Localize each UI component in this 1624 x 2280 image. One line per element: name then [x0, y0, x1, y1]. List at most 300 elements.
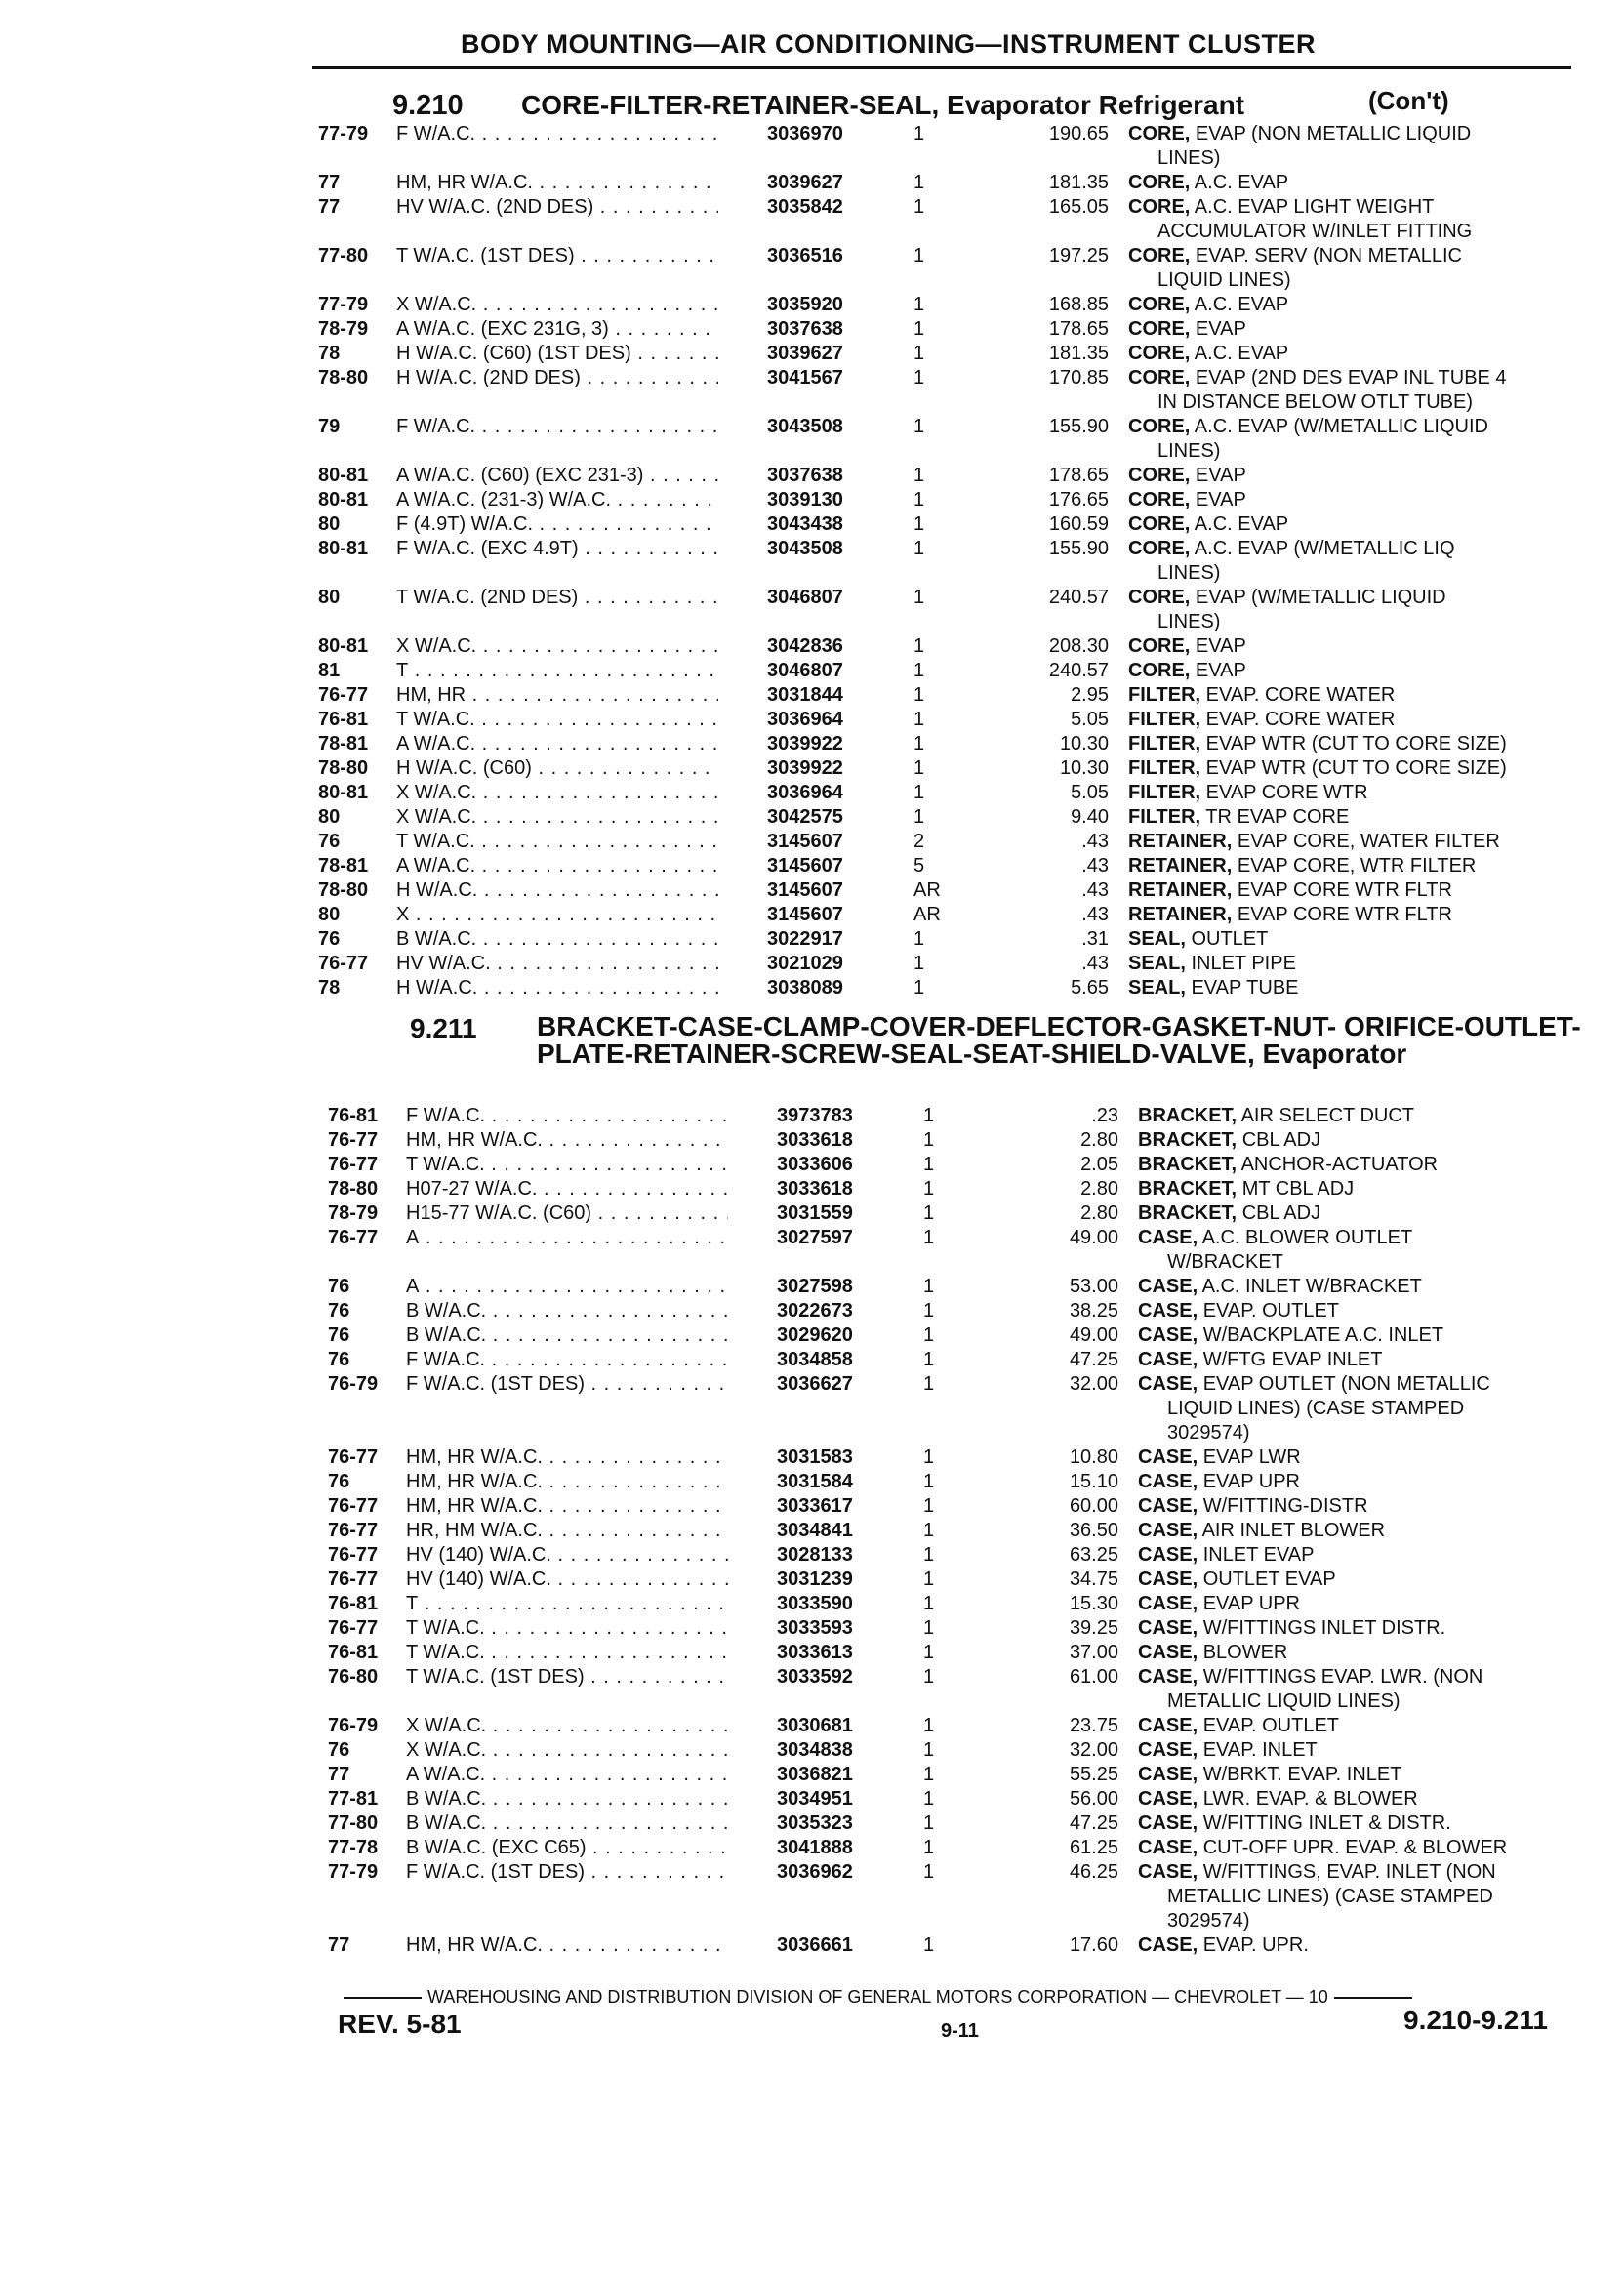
part-number: 3022673 [777, 1300, 853, 1322]
application: T W/A.C. (1ST DES) . . . [396, 245, 718, 267]
description [1138, 1495, 1616, 1518]
description [1138, 1617, 1616, 1640]
price: .43 [1081, 879, 1109, 901]
description-text: EVAP. CORE WATER [1205, 709, 1396, 730]
quantity: 1 [914, 123, 925, 144]
part-number: 3027598 [777, 1276, 853, 1297]
price: 63.25 [1069, 1544, 1118, 1566]
price: 61.00 [1069, 1666, 1118, 1688]
application: H W/A.C. . . . [396, 977, 718, 999]
part-number: 3037638 [767, 318, 843, 340]
model-years: 77-78 [328, 1837, 379, 1858]
part-name: CASE, [1138, 1812, 1198, 1834]
application: T W/A.C. . . . [406, 1642, 728, 1664]
part-number: 3029620 [777, 1324, 853, 1346]
description-text: EVAP (NON METALLIC LIQUID [1195, 123, 1472, 144]
description-text: INLET PIPE [1191, 953, 1296, 974]
model-years: 80-81 [318, 635, 369, 657]
application: T W/A.C. (1ST DES) . . . [406, 1666, 728, 1689]
quantity: 1 [914, 465, 925, 486]
part-name: CORE, [1128, 123, 1191, 144]
part-name: CASE, [1138, 1666, 1198, 1688]
description [1138, 1300, 1616, 1323]
quantity: 1 [914, 538, 925, 559]
model-years: 78 [318, 343, 341, 364]
part-number: 3046807 [767, 660, 843, 681]
price: 34.75 [1069, 1568, 1118, 1590]
part-name: CASE, [1138, 1715, 1198, 1736]
application: HM, HR W/A.C. . . . [396, 172, 718, 194]
application: A W/A.C. (231-3) W/A.C. . . . [396, 489, 718, 511]
part-number: 3033592 [777, 1666, 853, 1688]
part-number: 3033613 [777, 1642, 853, 1663]
footer-rule-right [1334, 1997, 1412, 1999]
application: F W/A.C. (1ST DES) . . . [406, 1861, 728, 1884]
model-years: 79 [318, 416, 341, 437]
description-continuation: LIQUID LINES) [1157, 269, 1291, 291]
application: B W/A.C. . . . [406, 1300, 728, 1323]
application: T W/A.C. . . . [406, 1617, 728, 1640]
application: H W/A.C. (2ND DES) . . . [396, 367, 718, 389]
application: X W/A.C. . . . [406, 1715, 728, 1737]
description [1128, 513, 1606, 536]
price: 178.65 [1048, 318, 1109, 340]
model-years: 76-77 [318, 684, 369, 706]
model-years: 77-80 [328, 1812, 379, 1834]
model-years: 76 [318, 831, 341, 852]
application: T . . . [406, 1593, 728, 1615]
description [1138, 1373, 1616, 1396]
description-text: EVAP (W/METALLIC LIQUID [1195, 587, 1446, 608]
description-text: EVAP CORE WTR [1205, 782, 1368, 803]
description [1138, 1666, 1616, 1689]
model-years: 76 [328, 1349, 350, 1370]
price: 55.25 [1069, 1764, 1118, 1785]
section-number: 9.211 [410, 1013, 477, 1043]
part-name: CASE, [1138, 1300, 1198, 1322]
price: 49.00 [1069, 1227, 1118, 1248]
description-continuation: 3029574) [1167, 1910, 1250, 1932]
description-continuation: ACCUMULATOR W/INLET FITTING [1157, 221, 1473, 242]
price: 61.25 [1069, 1837, 1118, 1858]
description-text: W/FITTING INLET & DISTR. [1202, 1812, 1451, 1834]
description-text: AIR INLET BLOWER [1201, 1520, 1386, 1541]
part-name: CORE, [1128, 489, 1191, 510]
model-years: 77-79 [318, 294, 369, 315]
model-years: 76 [328, 1300, 350, 1322]
application: B W/A.C. (EXC C65) . . . [406, 1837, 728, 1859]
price: 181.35 [1048, 343, 1109, 364]
part-name: CORE, [1128, 660, 1191, 681]
description-text: W/BRKT. EVAP. INLET [1202, 1764, 1402, 1785]
price: 32.00 [1069, 1739, 1118, 1761]
description-text: W/FTG EVAP INLET [1202, 1349, 1383, 1370]
description-text: A.C. EVAP [1194, 294, 1289, 315]
quantity: 1 [923, 1349, 935, 1370]
price: 47.25 [1069, 1349, 1118, 1370]
description [1138, 1934, 1616, 1957]
part-name: CASE, [1138, 1373, 1198, 1395]
description-text: EVAP UPR [1202, 1471, 1300, 1492]
application: T W/A.C. . . . [396, 831, 718, 853]
part-number: 3145607 [767, 904, 843, 925]
part-number: 3031584 [777, 1471, 853, 1492]
description-text: EVAP [1195, 318, 1246, 340]
revision-label: REV. 5-81 [338, 2009, 462, 2039]
description [1128, 196, 1606, 219]
price: 10.30 [1059, 733, 1109, 754]
part-name: CASE, [1138, 1471, 1198, 1492]
part-name: CORE, [1128, 513, 1191, 535]
application: HM, HR W/A.C. . . . [406, 1495, 728, 1518]
quantity: 1 [923, 1446, 935, 1468]
price: .43 [1081, 904, 1109, 925]
part-name: CASE, [1138, 1227, 1198, 1248]
part-name: CASE, [1138, 1349, 1198, 1370]
application: HM, HR W/A.C. . . . [406, 1129, 728, 1152]
price: .43 [1081, 953, 1109, 974]
price: 32.00 [1069, 1373, 1118, 1395]
description-continuation: LINES) [1157, 611, 1221, 632]
model-years: 80-81 [318, 489, 369, 510]
price: 181.35 [1048, 172, 1109, 193]
description [1128, 416, 1606, 438]
description-text: A.C. EVAP [1194, 513, 1289, 535]
description-text: EVAP WTR (CUT TO CORE SIZE) [1205, 757, 1507, 779]
model-years: 78-81 [318, 855, 369, 876]
model-years: 76-77 [328, 1227, 379, 1248]
part-number: 3036661 [777, 1934, 853, 1956]
model-years: 78-79 [328, 1202, 379, 1224]
application: H W/A.C. (C60) . . . [396, 757, 718, 780]
description-continuation: METALLIC LINES) (CASE STAMPED [1167, 1886, 1493, 1907]
price: 176.65 [1048, 489, 1109, 510]
model-years: 76-77 [328, 1544, 379, 1566]
part-number: 3043508 [767, 538, 843, 559]
part-number: 3021029 [767, 953, 843, 974]
application: F W/A.C. . . . [406, 1105, 728, 1127]
model-years: 76 [328, 1324, 350, 1346]
price: 60.00 [1069, 1495, 1118, 1517]
description [1128, 172, 1606, 194]
part-number: 3145607 [767, 879, 843, 901]
quantity: 1 [923, 1788, 935, 1810]
quantity: 1 [923, 1154, 935, 1175]
price: 208.30 [1048, 635, 1109, 657]
model-years: 76-77 [328, 1446, 379, 1468]
part-name: RETAINER, [1128, 855, 1233, 876]
part-name: CASE, [1138, 1642, 1198, 1663]
price: 155.90 [1048, 538, 1109, 559]
description-text: EVAP [1195, 660, 1246, 681]
part-name: CASE, [1138, 1446, 1198, 1468]
part-number: 3034951 [777, 1788, 853, 1810]
quantity: 1 [923, 1324, 935, 1346]
quantity: 1 [914, 684, 925, 706]
quantity: 1 [914, 172, 925, 193]
description-text: W/FITTING-DISTR [1202, 1495, 1368, 1517]
application: F W/A.C. . . . [396, 123, 718, 145]
quantity: 1 [914, 367, 925, 388]
quantity: 1 [923, 1495, 935, 1517]
part-name: FILTER, [1128, 757, 1201, 779]
price: 9.40 [1071, 806, 1109, 828]
header-rule [312, 66, 1571, 69]
description-text: CBL ADJ [1241, 1202, 1321, 1224]
description-text: EVAP. CORE WATER [1205, 684, 1396, 706]
price: 10.80 [1069, 1446, 1118, 1468]
model-years: 76-81 [328, 1642, 379, 1663]
part-name: CASE, [1138, 1861, 1198, 1883]
model-years: 76-77 [328, 1495, 379, 1517]
part-name: FILTER, [1128, 684, 1201, 706]
application: A W/A.C. (EXC 231G, 3) . . . [396, 318, 718, 341]
part-number: 3031844 [767, 684, 843, 706]
application: T . . . [396, 660, 718, 682]
model-years: 77-81 [328, 1788, 379, 1810]
model-years: 77 [328, 1934, 350, 1956]
part-number: 3022917 [767, 928, 843, 950]
description-text: EVAP. OUTLET [1202, 1715, 1339, 1736]
part-name: RETAINER, [1128, 904, 1233, 925]
part-number: 3046807 [767, 587, 843, 608]
part-name: CORE, [1128, 245, 1191, 266]
quantity: 1 [923, 1129, 935, 1151]
part-name: CASE, [1138, 1495, 1198, 1517]
description [1138, 1593, 1616, 1615]
description [1128, 294, 1606, 316]
description-text: EVAP [1195, 635, 1246, 657]
application: A W/A.C. (C60) (EXC 231-3) . . . [396, 465, 718, 487]
part-number: 3035842 [767, 196, 843, 218]
price: 56.00 [1069, 1788, 1118, 1810]
part-name: CASE, [1138, 1764, 1198, 1785]
description-text: EVAP CORE, WTR FILTER [1237, 855, 1477, 876]
part-name: CORE, [1128, 343, 1191, 364]
application: HM, HR W/A.C. . . . [406, 1934, 728, 1957]
part-name: CASE, [1138, 1276, 1198, 1297]
application: X W/A.C. . . . [406, 1739, 728, 1762]
description-text: EVAP [1195, 489, 1246, 510]
continued-label: (Con't) [1368, 86, 1449, 115]
application: B W/A.C. . . . [406, 1812, 728, 1835]
application: HM, HR W/A.C. . . . [406, 1471, 728, 1493]
application: F (4.9T) W/A.C. . . . [396, 513, 718, 536]
application: HV W/A.C. (2ND DES) . . . [396, 196, 718, 219]
part-name: CORE, [1128, 465, 1191, 486]
description [1128, 977, 1606, 999]
description-text: EVAP. SERV (NON METALLIC [1195, 245, 1462, 266]
price: .43 [1081, 831, 1109, 852]
model-years: 76-80 [328, 1666, 379, 1688]
quantity: 1 [914, 513, 925, 535]
price: 240.57 [1048, 587, 1109, 608]
quantity: 1 [923, 1642, 935, 1663]
model-years: 76-81 [328, 1593, 379, 1614]
part-name: FILTER, [1128, 709, 1201, 730]
model-years: 76 [328, 1276, 350, 1297]
part-number: 3038089 [767, 977, 843, 998]
price: 170.85 [1048, 367, 1109, 388]
description [1138, 1154, 1616, 1176]
application: X W/A.C. . . . [396, 635, 718, 658]
description [1138, 1568, 1616, 1591]
model-years: 76 [328, 1471, 350, 1492]
quantity: 1 [914, 489, 925, 510]
quantity: 1 [923, 1861, 935, 1883]
part-name: BRACKET, [1138, 1178, 1238, 1200]
description-text: TR EVAP CORE [1205, 806, 1350, 828]
part-name: RETAINER, [1128, 879, 1233, 901]
part-number: 3973783 [777, 1105, 853, 1126]
part-number: 3034838 [777, 1739, 853, 1761]
section-reference: 9.210-9.211 [1403, 2005, 1548, 2035]
model-years: 76-77 [318, 953, 369, 974]
model-years: 78 [318, 977, 341, 998]
price: .31 [1081, 928, 1109, 950]
description-text: MT CBL ADJ [1241, 1178, 1355, 1200]
quantity: 1 [923, 1812, 935, 1834]
application: A W/A.C. . . . [406, 1764, 728, 1786]
quantity: 1 [923, 1739, 935, 1761]
quantity: 1 [914, 294, 925, 315]
footer-rule-left [344, 1997, 422, 1999]
description [1128, 538, 1606, 560]
part-name: CORE, [1128, 294, 1191, 315]
description-continuation: LIQUID LINES) (CASE STAMPED [1167, 1398, 1465, 1419]
price: 15.10 [1069, 1471, 1118, 1492]
part-number: 3039130 [767, 489, 843, 510]
description-continuation: IN DISTANCE BELOW OTLT TUBE) [1157, 391, 1474, 413]
page-number: 9-11 [941, 2020, 979, 2042]
part-number: 3039922 [767, 733, 843, 754]
quantity: 1 [923, 1300, 935, 1322]
description-text: AIR SELECT DUCT [1240, 1105, 1415, 1126]
model-years: 76-77 [328, 1520, 379, 1541]
model-years: 80 [318, 806, 341, 828]
part-number: 3033593 [777, 1617, 853, 1639]
application: HR, HM W/A.C. . . . [406, 1520, 728, 1542]
quantity: 1 [914, 806, 925, 828]
price: .23 [1091, 1105, 1118, 1126]
part-number: 3042836 [767, 635, 843, 657]
footer-division-text: WAREHOUSING AND DISTRIBUTION DIVISION OF GENERAL MOTORS CORPORATION — CHEVROLET — 10 [427, 1987, 1328, 2007]
description-text: A.C. EVAP [1194, 343, 1289, 364]
part-name: CORE, [1128, 538, 1191, 559]
price: 46.25 [1069, 1861, 1118, 1883]
description-text: EVAP. UPR. [1202, 1934, 1309, 1956]
price: 5.65 [1071, 977, 1109, 998]
application: X W/A.C. . . . [396, 294, 718, 316]
part-number: 3031559 [777, 1202, 853, 1224]
model-years: 76-77 [328, 1617, 379, 1639]
part-name: RETAINER, [1128, 831, 1233, 852]
model-years: 76 [328, 1739, 350, 1761]
section-title: CORE-FILTER-RETAINER-SEAL, Evaporator Refrigerant [521, 90, 1245, 120]
part-number: 3037638 [767, 465, 843, 486]
description [1138, 1520, 1616, 1542]
description [1138, 1276, 1616, 1298]
application: X W/A.C. . . . [396, 782, 718, 804]
application: H07-27 W/A.C. . . . [406, 1178, 728, 1201]
price: 2.95 [1071, 684, 1109, 706]
price: 178.65 [1048, 465, 1109, 486]
part-number: 3031583 [777, 1446, 853, 1468]
description [1128, 904, 1606, 926]
part-name: CORE, [1128, 635, 1191, 657]
part-name: CORE, [1128, 318, 1191, 340]
description-text: LWR. EVAP. & BLOWER [1202, 1788, 1418, 1810]
description-text: W/FITTINGS INLET DISTR. [1202, 1617, 1446, 1639]
application: F W/A.C. (EXC 4.9T) . . . [396, 538, 718, 560]
model-years: 81 [318, 660, 341, 681]
description [1128, 343, 1606, 365]
part-name: BRACKET, [1138, 1154, 1238, 1175]
description [1128, 318, 1606, 341]
quantity: AR [914, 879, 941, 901]
quantity: 1 [914, 416, 925, 437]
quantity: 1 [914, 977, 925, 998]
model-years: 77 [318, 196, 341, 218]
part-name: CASE, [1138, 1739, 1198, 1761]
part-number: 3031239 [777, 1568, 853, 1590]
description-text: A.C. EVAP LIGHT WEIGHT [1194, 196, 1435, 218]
description [1128, 928, 1606, 951]
part-name: CASE, [1138, 1593, 1198, 1614]
description [1138, 1812, 1616, 1835]
description-text: EVAP. INLET [1202, 1739, 1318, 1761]
description [1138, 1202, 1616, 1225]
price: 190.65 [1048, 123, 1109, 144]
description [1128, 635, 1606, 658]
description-text: W/FITTINGS, EVAP. INLET (NON [1202, 1861, 1496, 1883]
part-name: CASE, [1138, 1837, 1198, 1858]
part-number: 3036627 [777, 1373, 853, 1395]
quantity: 1 [923, 1276, 935, 1297]
quantity: 1 [923, 1178, 935, 1200]
description-text: BLOWER [1202, 1642, 1288, 1663]
page-header-title: BODY MOUNTING—AIR CONDITIONING—INSTRUMENT CLUSTER [461, 29, 1316, 59]
part-number: 3041567 [767, 367, 843, 388]
description-text: EVAP CORE WTR FLTR [1237, 879, 1452, 901]
part-name: BRACKET, [1138, 1105, 1238, 1126]
part-name: BRACKET, [1138, 1202, 1238, 1224]
part-number: 3039627 [767, 343, 843, 364]
application: HV W/A.C. . . . [396, 953, 718, 975]
description [1138, 1129, 1616, 1152]
description [1128, 245, 1606, 267]
model-years: 78-80 [328, 1178, 379, 1200]
quantity: 1 [923, 1837, 935, 1858]
model-years: 76-77 [328, 1129, 379, 1151]
description [1128, 709, 1606, 731]
quantity: 1 [923, 1373, 935, 1395]
part-name: CASE, [1138, 1324, 1198, 1346]
price: 38.25 [1069, 1300, 1118, 1322]
application: A W/A.C. . . . [396, 855, 718, 877]
description [1138, 1739, 1616, 1762]
part-number: 3043508 [767, 416, 843, 437]
part-number: 3036962 [777, 1861, 853, 1883]
part-name: CASE, [1138, 1617, 1198, 1639]
description-continuation: W/BRACKET [1167, 1251, 1283, 1273]
model-years: 76-79 [328, 1715, 379, 1736]
price: 39.25 [1069, 1617, 1118, 1639]
description-text: EVAP WTR (CUT TO CORE SIZE) [1205, 733, 1507, 754]
application: F W/A.C. (1ST DES) . . . [406, 1373, 728, 1396]
description [1138, 1324, 1616, 1347]
description-text: EVAP CORE, WATER FILTER [1237, 831, 1500, 852]
